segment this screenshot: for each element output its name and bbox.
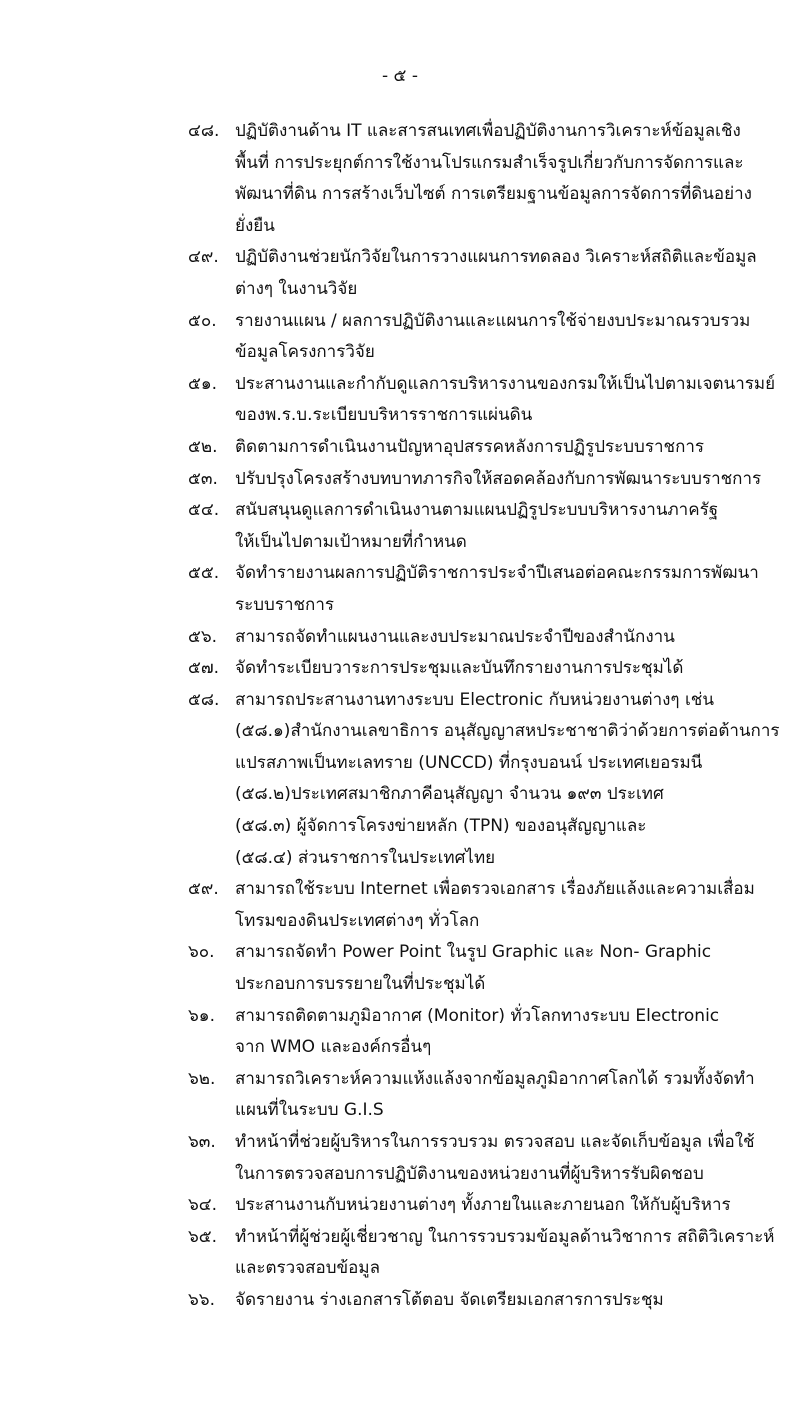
item-text-line: ยั่งยืน (235, 215, 275, 236)
item-text-line: (๕๘.๑)สำนักงานเลขาธิการ อนุสัญญาสหประชาชาติว่าด้วยการต่อต้านการ (235, 721, 780, 742)
list-item (188, 1001, 784, 1064)
item-text-line: (๕๘.๒)ประเทศสมาชิกภาคีอนุสัญญา จำนวน ๑๙๓ ประเทศ (235, 784, 664, 805)
item-text (235, 306, 784, 369)
item-text-line: ระบบราชการ (235, 594, 335, 615)
item-text-line: ในการตรวจสอบการปฏิบัติงานของหน่วยงานที่ผู้บริหารรับผิดชอบ (235, 1163, 704, 1184)
item-text-line: แปรสภาพเป็นทะเลทราย (UNCCD) ที่กรุงบอนน์ ประเทศเยอรมนี (235, 752, 703, 773)
item-text-line: แผนที่ในระบบ G.I.S (235, 1100, 384, 1121)
list-item (188, 306, 784, 369)
list-item (188, 685, 784, 875)
item-text-line: พัฒนาที่ดิน การสร้างเว็บไซต์ การเตรียมฐานข้อมูลการจัดการที่ดินอย่าง (235, 184, 752, 205)
item-text-line: จัดทำรายงานผลการปฏิบัติราชการประจำปีเสนอต่อคณะกรรมการพัฒนา (235, 563, 759, 584)
item-text (235, 464, 784, 496)
item-number: ๕๐. (188, 310, 217, 331)
item-text (235, 1064, 784, 1127)
list-item (188, 495, 784, 558)
item-text-line: สนับสนุนดูแลการดำเนินงานตามแผนปฏิรูประบบบริหารงานภาครัฐ (235, 500, 719, 521)
item-number: ๖๐. (188, 942, 215, 963)
item-text (235, 1127, 784, 1190)
list-item (188, 1064, 784, 1127)
item-text-line: จัดรายงาน ร่างเอกสารโต้ตอบ จัดเตรียมเอกสารการประชุม (235, 1289, 664, 1310)
item-text-line: ประกอบการบรรยายในที่ประชุมได้ (235, 974, 486, 995)
item-text-line: ปรับปรุงโครงสร้างบทบาทภารกิจให้สอดคล้องกับการพัฒนาระบบราชการ (235, 468, 762, 489)
item-text-line: ประสานงานและกำกับดูแลการบริหารงานของกรมให้เป็นไปตามเจตนารมย์ (235, 373, 776, 394)
item-text-line: (๕๘.๓) ผู้จัดการโครงข่ายหลัก (TPN) ของอนุสัญญาและ (235, 816, 647, 837)
item-text-line: ข้อมูลโครงการวิจัย (235, 342, 375, 363)
list-item (188, 558, 784, 621)
item-text (235, 369, 784, 432)
item-text (235, 558, 784, 621)
item-number: ๕๙. (188, 879, 219, 900)
item-number: ๖๒. (188, 1068, 216, 1089)
item-text-line: สามารถประสานงานทางระบบ Electronic กับหน่วยงานต่างๆ เช่น (235, 689, 714, 710)
item-text (235, 1001, 784, 1064)
item-number: ๔๙. (188, 247, 219, 268)
item-text (235, 495, 784, 558)
item-text-line: ประสานงานกับหน่วยงานต่างๆ ทั้งภายในและภายนอก ให้กับผู้บริหาร (235, 1195, 731, 1216)
item-number: ๕๔. (188, 500, 220, 521)
item-text-line: ต่างๆ ในงานวิจัย (235, 278, 358, 299)
item-text (235, 1190, 784, 1222)
item-text-line: สามารถติดตามภูมิอากาศ (Monitor) ทั่วโลกทางระบบ Electronic (235, 1005, 720, 1026)
list-item (188, 874, 784, 937)
list-item (188, 937, 784, 1000)
item-text (235, 1222, 784, 1285)
item-text-line: จาก WMO และองค์กรอื่นๆ (235, 1037, 432, 1058)
item-text-line: ทำหน้าที่ผู้ช่วยผู้เชี่ยวชาญ ในการรวบรวมข้อมูลด้านวิชาการ สถิติวิเคราะห์ (235, 1226, 775, 1247)
item-text-line: จัดทำระเบียบวาระการประชุมและบันทึกรายงานการประชุมได้ (235, 658, 684, 679)
item-number: ๕๒. (188, 436, 218, 457)
item-text (235, 622, 784, 654)
item-text-line: สามารถวิเคราะห์ความแห้งแล้งจากข้อมูลภูมิอากาศโลกได้ รวมทั้งจัดทำ (235, 1068, 755, 1089)
item-text (235, 874, 784, 937)
item-text (235, 242, 784, 305)
item-text (235, 432, 784, 464)
item-text-line: ให้เป็นไปตามเป้าหมายที่กำหนด (235, 531, 467, 552)
item-number: ๕๓. (188, 468, 218, 489)
item-number: ๖๖. (188, 1289, 215, 1310)
item-text-line: สามารถจัดทำ Power Point ในรูป Graphic และ Non- Graphic (235, 942, 712, 963)
item-text (235, 116, 784, 242)
item-text (235, 653, 784, 685)
item-number: ๕๖. (188, 626, 218, 647)
item-text-line: (๕๘.๔) ส่วนราชการในประเทศไทย (235, 847, 496, 868)
item-text-line: โทรมของดินประเทศต่างๆ ทั่วโลก (235, 910, 480, 931)
item-text-line: สามารถใช้ระบบ Internet เพื่อตรวจเอกสาร เรื่องภัยแล้งและความเสื่อม (235, 879, 755, 900)
list-item (188, 1127, 784, 1190)
list-item (188, 464, 784, 496)
list-item (188, 622, 784, 654)
item-number: ๕๘. (188, 689, 220, 710)
item-number: ๕๕. (188, 563, 220, 584)
item-text-line: และตรวจสอบข้อมูล (235, 1258, 381, 1279)
item-text (235, 685, 784, 875)
list-item (188, 116, 784, 242)
item-text-line: ปฏิบัติงานด้าน IT และสารสนเทศเพื่อปฏิบัติงานการวิเคราะห์ข้อมูลเชิง (235, 121, 741, 141)
list-item (188, 1285, 784, 1317)
list-item (188, 1222, 784, 1285)
item-number: ๖๓. (188, 1132, 216, 1152)
item-text-line: ติดตามการดำเนินงานปัญหาอุปสรรคหลังการปฏิรูประบบราชการ (235, 436, 705, 457)
list-item (188, 1190, 784, 1222)
item-text (235, 937, 784, 1000)
item-text-line: ปฏิบัติงานช่วยนักวิจัยในการวางแผนการทดลอง วิเคราะห์สถิติและข้อมูล (235, 247, 757, 268)
item-number: ๕๑. (188, 373, 218, 394)
item-text-line: พื้นที่ การประยุกต์การใช้งานโปรแกรมสำเร็จรูปเกี่ยวกับการจัดการและ (235, 152, 744, 173)
item-number: ๖๑. (188, 1005, 215, 1026)
item-text-line: สามารถจัดทำแผนงานและงบประมาณประจำปีของสำนักงาน (235, 626, 675, 647)
item-text-line: ทำหน้าที่ช่วยผู้บริหารในการรวบรวม ตรวจสอบ และจัดเก็บข้อมูล เพื่อใช้ (235, 1132, 755, 1152)
list-item (188, 369, 784, 432)
item-text-line: ของพ.ร.บ.ระเบียบบริหารราชการแผ่นดิน (235, 405, 533, 426)
list-item (188, 242, 784, 305)
item-number: ๖๕. (188, 1226, 218, 1247)
item-text-line: รายงานแผน / ผลการปฏิบัติงานและแผนการใช้จ่ายงบประมาณรวบรวม (235, 310, 751, 331)
item-number: ๖๔. (188, 1195, 218, 1216)
item-text (235, 1285, 784, 1317)
list-item (188, 653, 784, 685)
list-item (188, 432, 784, 464)
page-number: - ๕ - (382, 66, 418, 86)
numbered-list (188, 116, 784, 1317)
item-number: ๕๗. (188, 658, 220, 679)
item-number: ๔๘. (188, 121, 220, 141)
